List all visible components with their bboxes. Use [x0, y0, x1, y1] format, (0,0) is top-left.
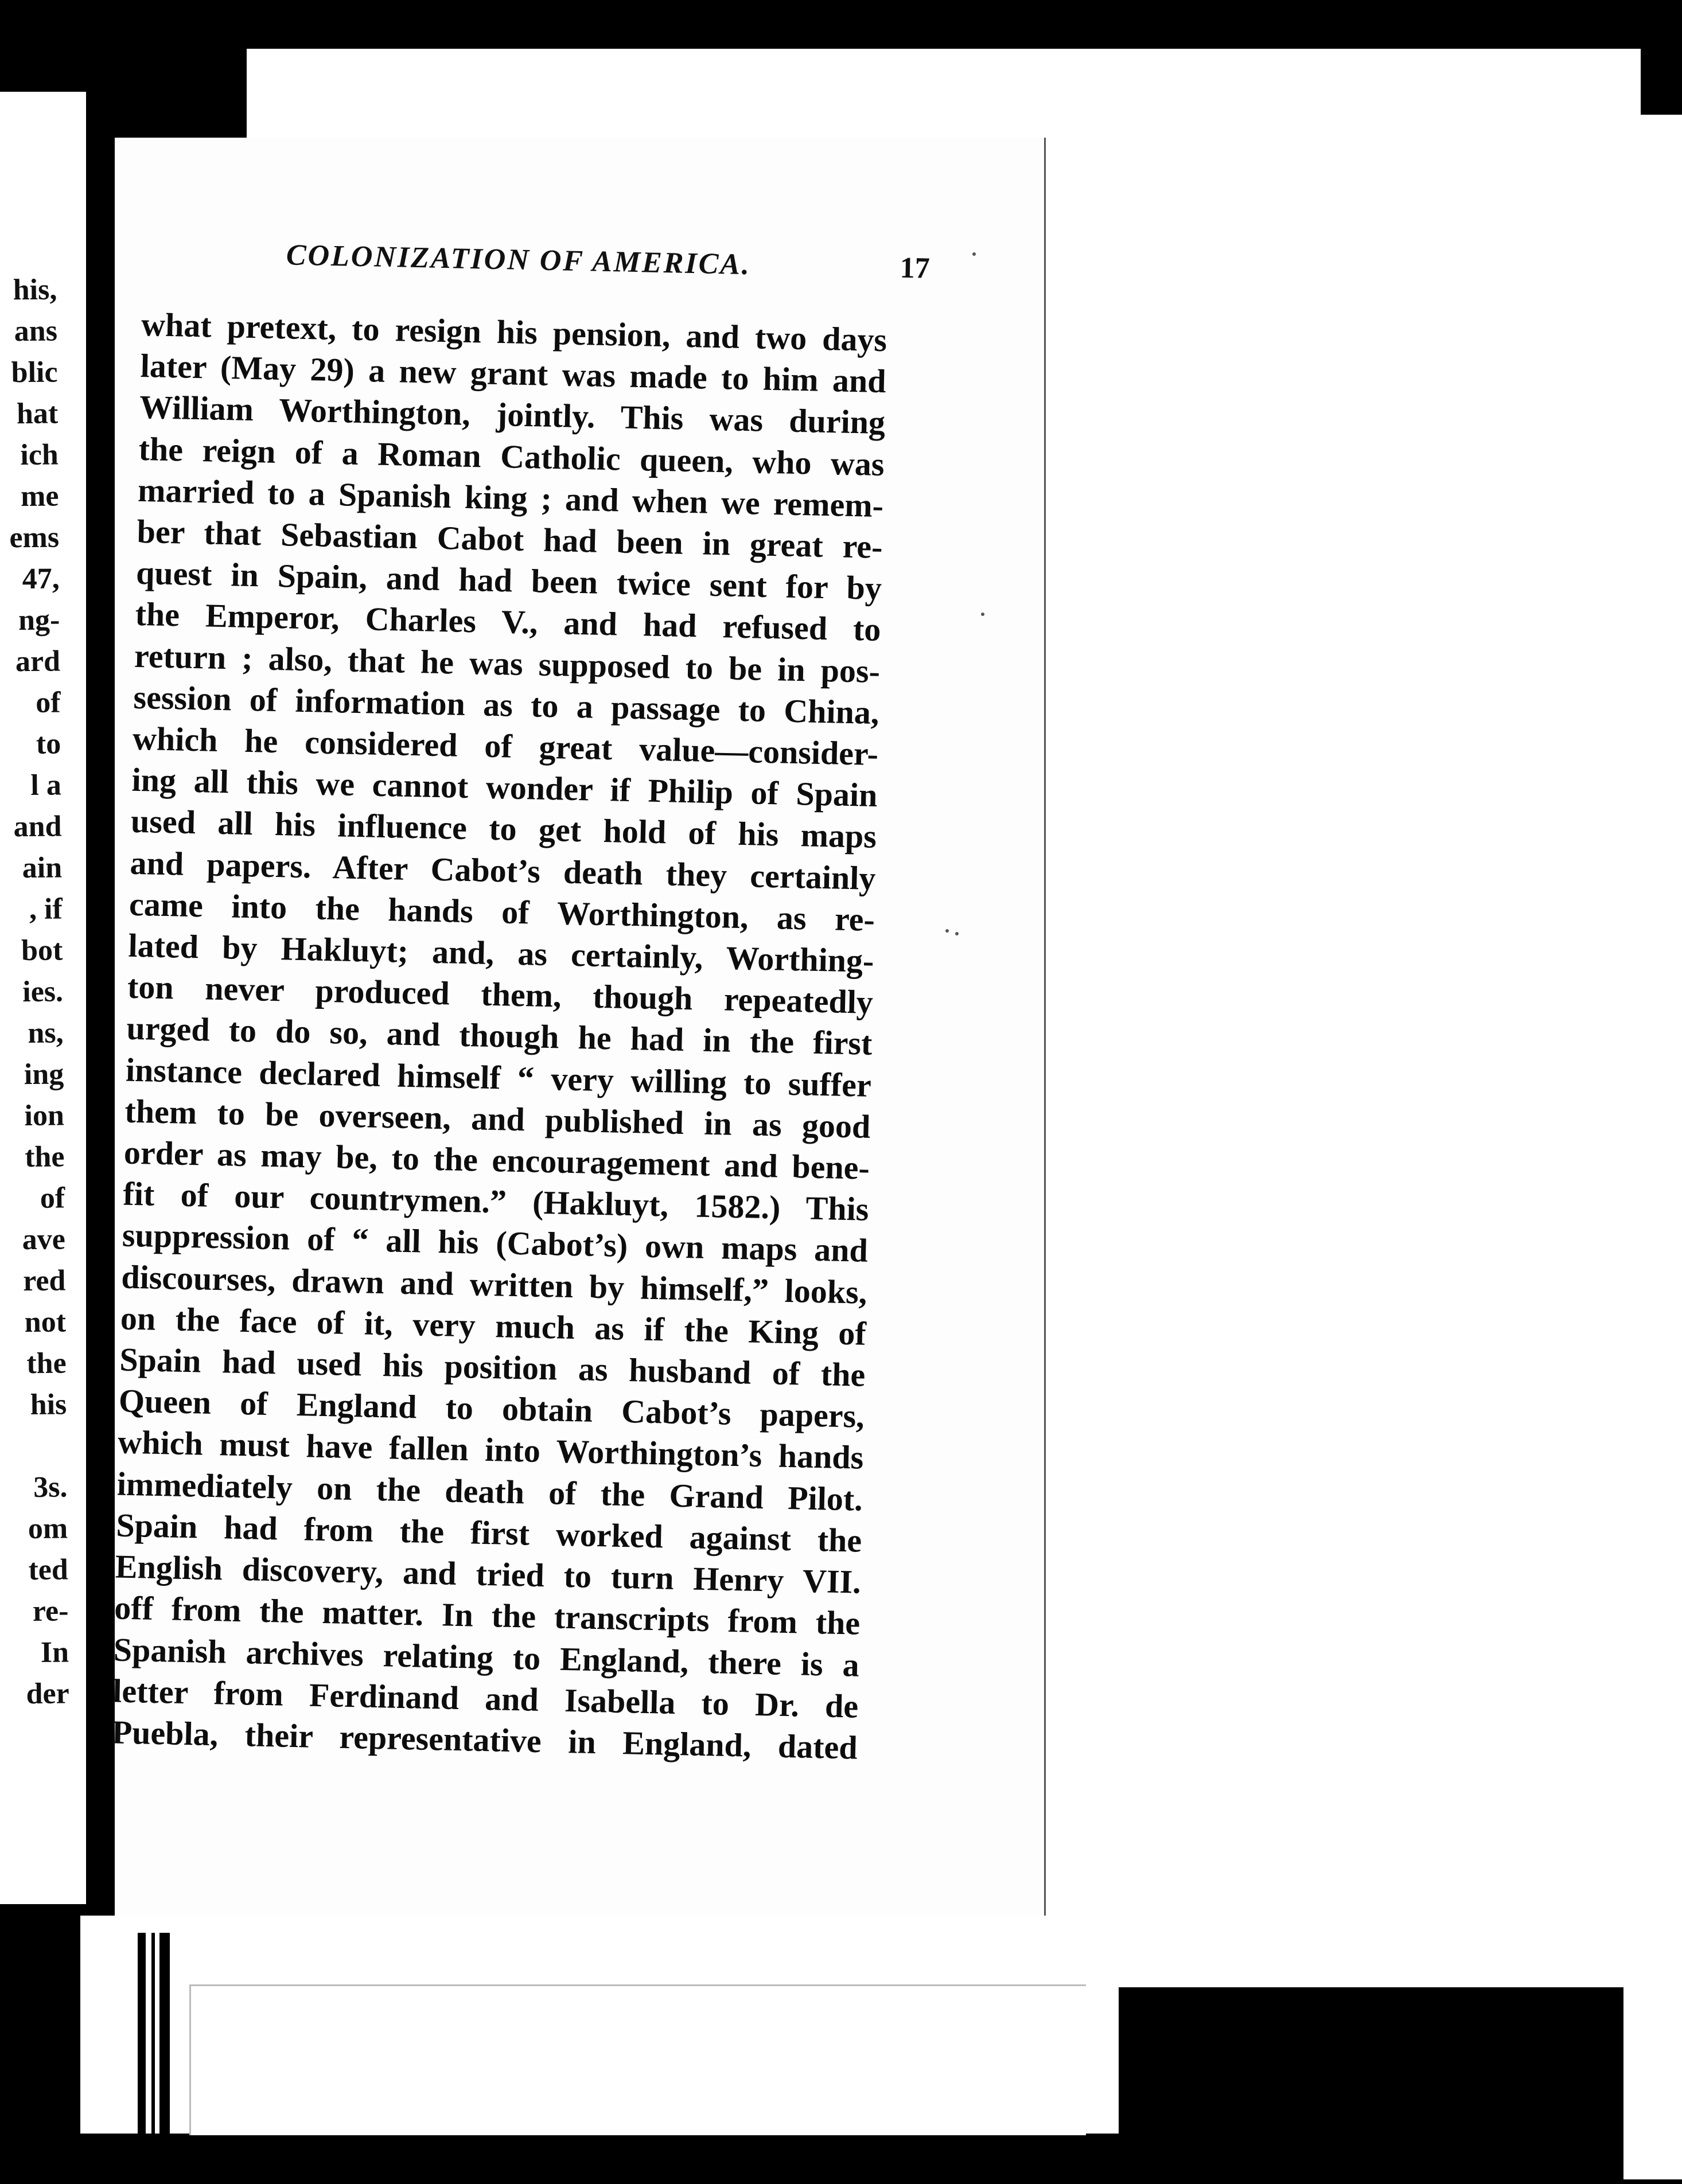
facing-page-fragment: ich	[20, 438, 59, 472]
facing-page-fragment: ems	[9, 521, 60, 555]
text-line: ton never produced them, though repeatedly	[127, 968, 874, 1021]
facing-page-fragment: ard	[15, 645, 61, 678]
facing-page-fragment	[4, 1425, 68, 1467]
text-line: ing all this we cannot wonder if Philip of Spain	[131, 761, 878, 814]
facing-page-fragment: ted	[28, 1553, 69, 1587]
facing-page-fragment: 47,	[22, 562, 60, 596]
speck	[945, 929, 949, 933]
text-line: suppression of “ all his (Cabot’s) own maps and	[122, 1216, 869, 1270]
facing-page-fragment: ain	[22, 851, 63, 885]
speck	[955, 932, 959, 935]
facing-page-fragment: of	[40, 1181, 65, 1215]
facing-page-fragment: der	[26, 1677, 69, 1711]
facing-page-fragment: 3s.	[33, 1471, 68, 1504]
book-page	[111, 138, 1046, 1963]
facing-page-fragment: ave	[22, 1223, 66, 1257]
text-line: ber that Sebastian Cabot had been in great re-	[137, 512, 883, 566]
facing-page-fragment: red	[23, 1264, 66, 1298]
page-content	[111, 224, 930, 1769]
text-line: came into the hands of Worthington, as re-	[129, 885, 875, 938]
facing-page-fragment: , if	[29, 892, 63, 926]
text-line: Spanish archives relating to England, there is a	[113, 1630, 860, 1684]
facing-page-fragment: to	[36, 727, 61, 760]
facing-page-fragment: ng-	[18, 603, 60, 637]
text-line: discourses, drawn and written by himself,” looks,	[120, 1258, 867, 1311]
text-line: English discovery, and tried to turn Henry VII.	[115, 1547, 862, 1601]
running-head-title: COLONIZATION OF AMERICA.	[286, 239, 752, 282]
text-line: fit of our countrymen.” (Hakluyt, 1582.) This	[122, 1175, 869, 1228]
facing-page-fragment: om	[28, 1512, 68, 1546]
text-line: Spain had from the first worked against the	[115, 1506, 862, 1559]
text-line: on the face of it, very much as if the King of	[120, 1299, 867, 1352]
lower-binding-edge	[138, 1933, 189, 2139]
text-line: them to be overseen, and published in as good	[124, 1092, 871, 1145]
text-line: what pretext, to resign his pension, and two days	[141, 305, 887, 359]
facing-page-fragment: the	[26, 1347, 67, 1380]
facing-page-fragment: In	[40, 1636, 69, 1669]
text-line: married to a Spanish king ; and when we remem-	[137, 471, 884, 524]
facing-page-fragment: the	[24, 1140, 65, 1174]
facing-page-fragment: ns,	[28, 1016, 64, 1050]
facing-page-fragment: blic	[11, 356, 58, 389]
facing-page-fragment: bot	[21, 934, 63, 968]
text-line: William Worthington, jointly. This was during	[139, 388, 886, 442]
text-line: return ; also, that he was supposed to be in pos-	[134, 637, 881, 690]
text-line: Queen of England to obtain Cabot’s papers,	[118, 1382, 865, 1436]
text-line: letter from Ferdinand and Isabella to Dr. de	[112, 1672, 859, 1725]
text-line: off from the matter. In the transcripts from the	[114, 1589, 861, 1642]
text-line: urged to do so, and though he had in the first	[126, 1009, 873, 1063]
facing-page-fragment: his	[30, 1388, 67, 1422]
facing-page-fragment: ies.	[22, 975, 64, 1009]
facing-page-fragment: me	[20, 479, 59, 513]
text-line: which must have fallen into Worthington’s hands	[117, 1424, 864, 1477]
body-text	[111, 304, 916, 1769]
text-line: Spain had used his position as husband of the	[119, 1340, 866, 1394]
text-line: and papers. After Cabot’s death they certainly	[129, 844, 877, 897]
text-line: order as may be, to the encouragement and bene-	[123, 1133, 870, 1187]
text-line: quest in Spain, and had been twice sent for by	[135, 554, 882, 607]
text-line: lated by Hakluyt; and, as certainly, Worthing-	[127, 926, 875, 980]
lower-inner-sheet	[189, 1984, 1086, 2135]
facing-page-fragment: re-	[32, 1594, 69, 1628]
facing-page-fragment: and	[13, 810, 62, 844]
text-line: instance declared himself “ very willing to suffer	[125, 1051, 872, 1104]
text-line: later (May 29) a new grant was made to him and	[140, 347, 887, 400]
right-edge-sheet	[1623, 115, 1682, 2179]
facing-page-fragment: not	[24, 1305, 67, 1339]
text-line: Puebla, their representative in England, dated	[111, 1713, 858, 1766]
speck	[981, 613, 984, 616]
facing-page-fragment: of	[36, 686, 61, 719]
facing-page-fragment: hat	[16, 397, 59, 431]
text-line: which he considered of great value—consider-	[132, 719, 879, 773]
facing-page-fragment: l a	[30, 769, 62, 802]
page-number: 17	[900, 251, 930, 285]
facing-page-fragment: ans	[14, 314, 58, 348]
text-line: used all his influence to get hold of his maps	[130, 802, 877, 856]
speck	[972, 252, 976, 256]
facing-page-fragment: ing	[24, 1058, 64, 1091]
text-line: session of information as to a passage to China,	[133, 678, 880, 731]
facing-page-fragment: ion	[24, 1099, 65, 1133]
text-line: the reign of a Roman Catholic queen, who was	[138, 430, 885, 483]
running-head	[286, 227, 930, 303]
facing-page-fragment: his,	[13, 273, 57, 307]
text-line: immediately on the death of the Grand Pilot.	[116, 1465, 863, 1518]
text-line: the Emperor, Charles V., and had refused to	[135, 595, 882, 649]
